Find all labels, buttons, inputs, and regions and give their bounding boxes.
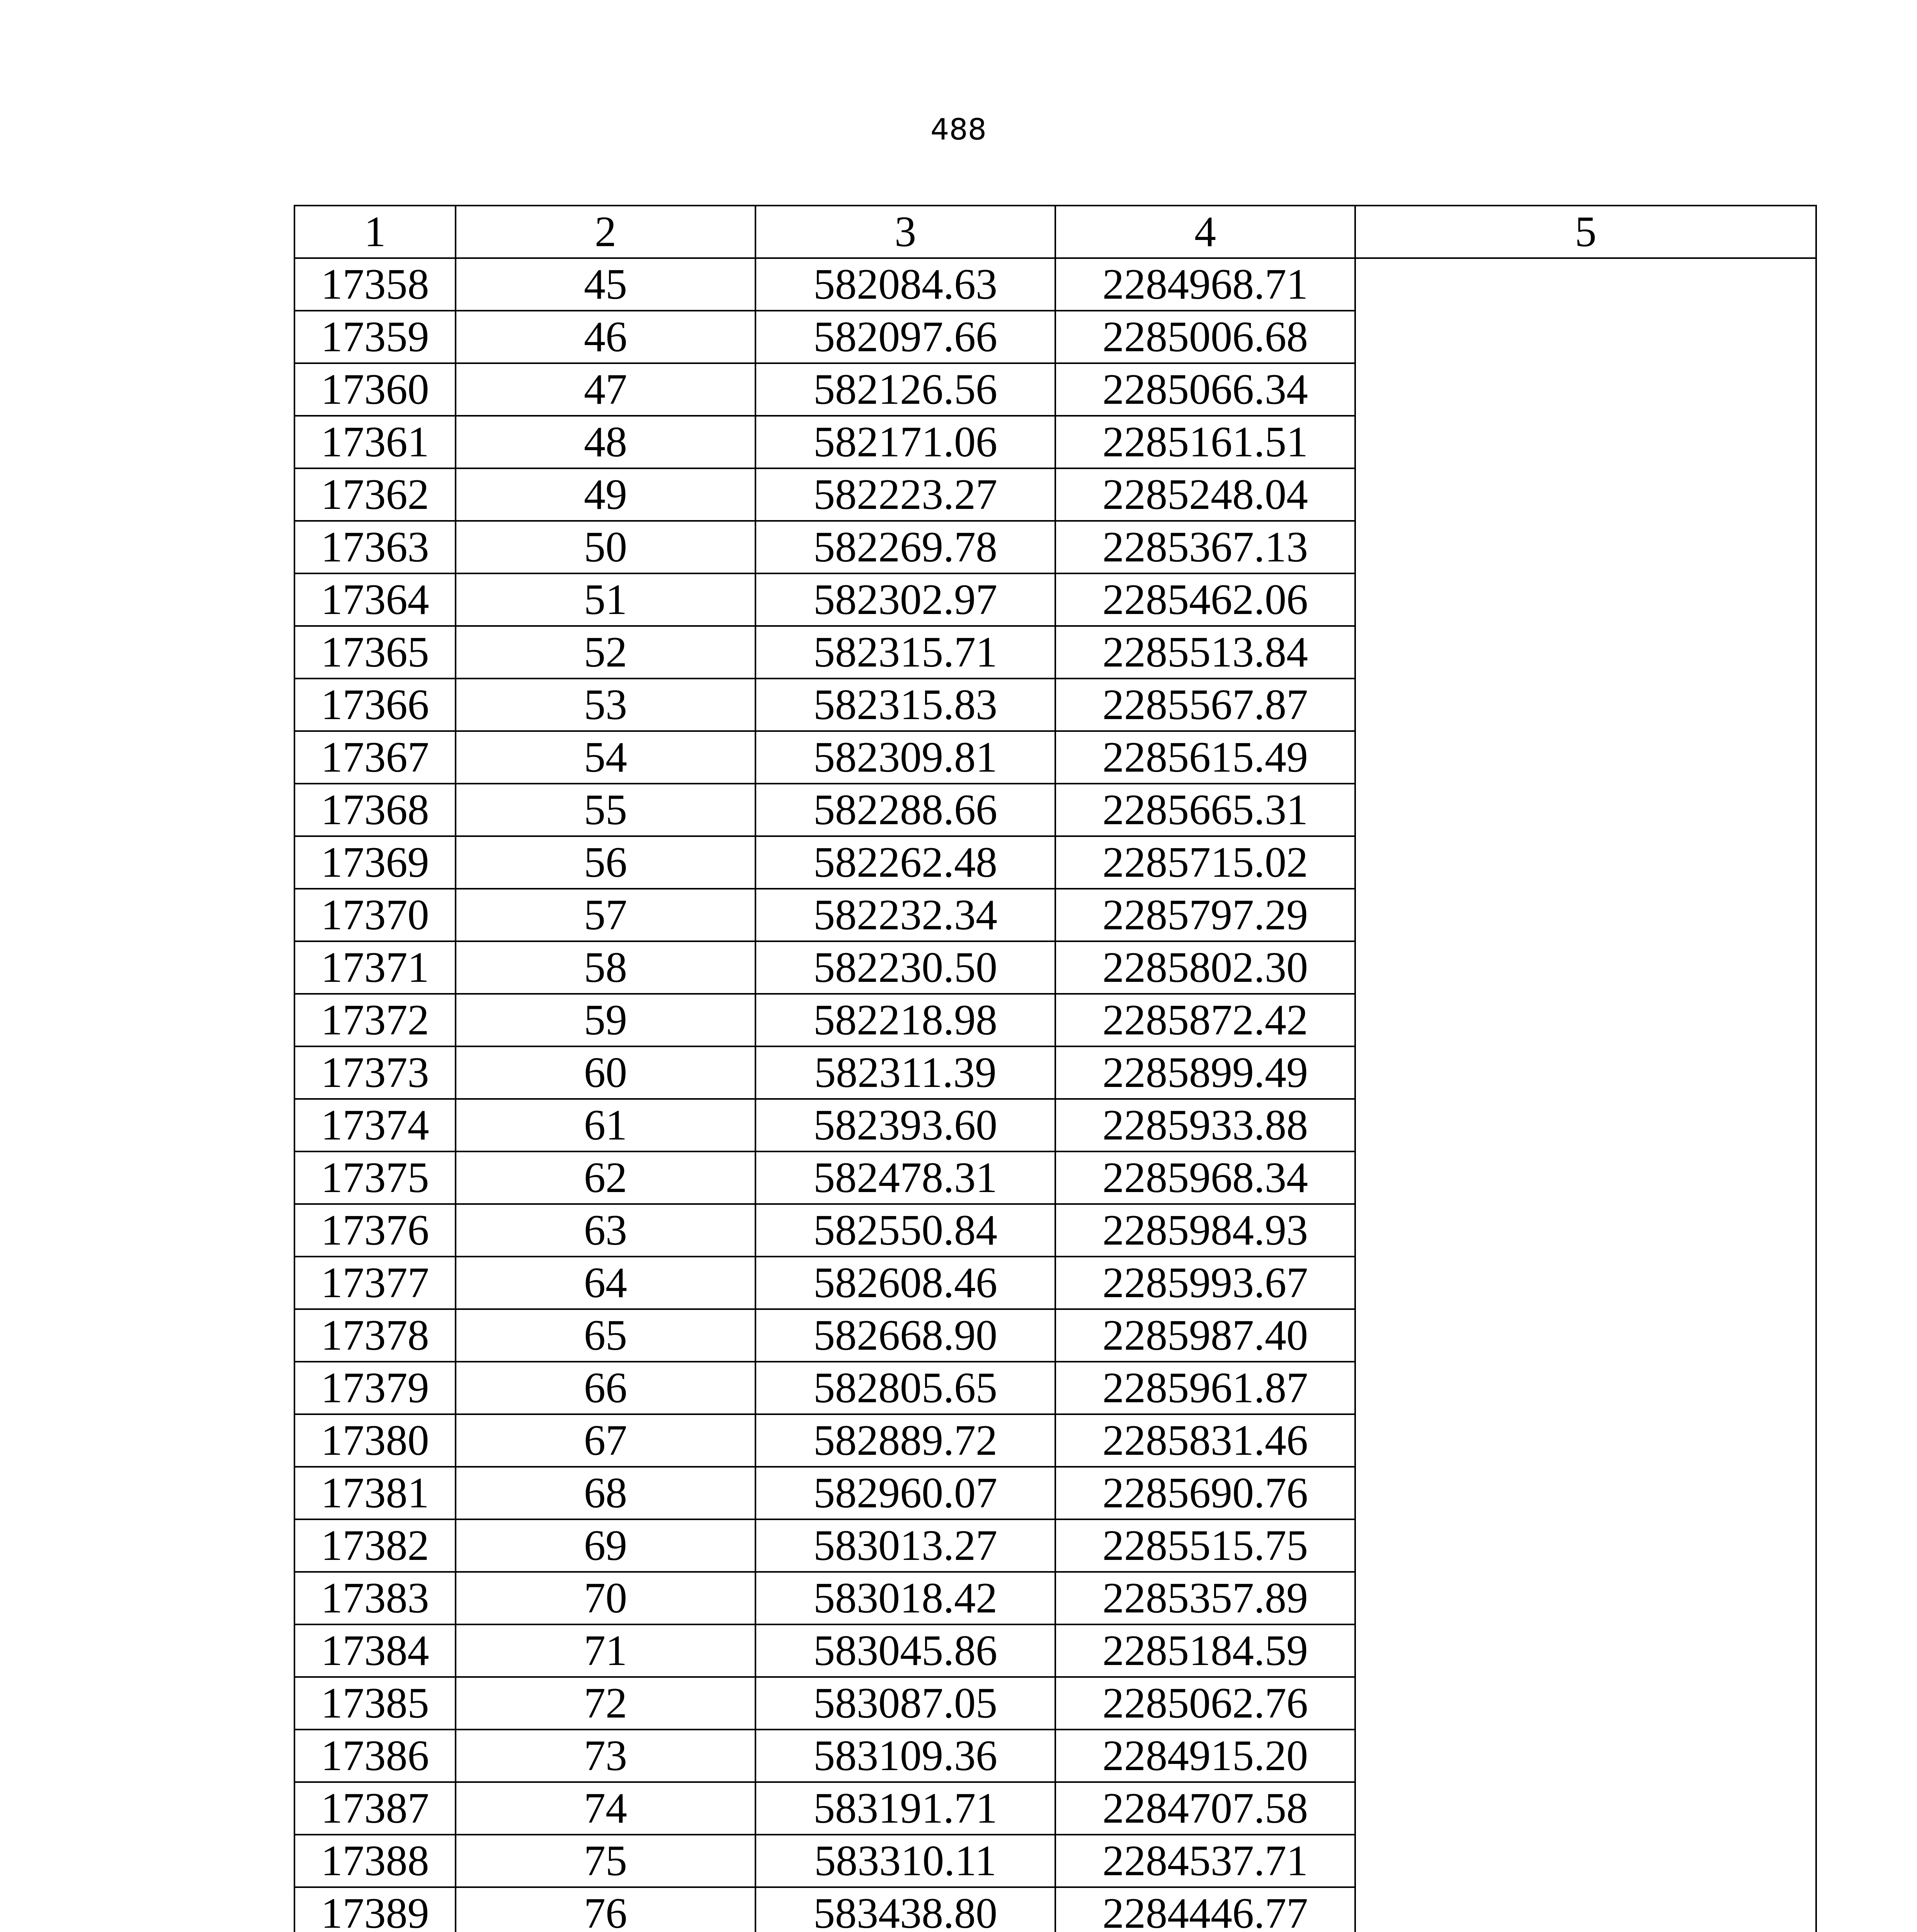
table-cell: 50 (456, 521, 755, 573)
table-cell: 2284915.20 (1055, 1730, 1355, 1782)
table-cell: 582269.78 (755, 521, 1055, 573)
table-cell: 583191.71 (755, 1782, 1055, 1835)
table-cell: 2285665.31 (1055, 784, 1355, 836)
table-cell: 582309.81 (755, 731, 1055, 784)
table-cell: 17365 (294, 626, 456, 679)
table-cell: 2285567.87 (1055, 679, 1355, 731)
table-cell: 55 (456, 784, 755, 836)
table-cell: 582232.34 (755, 889, 1055, 941)
table-cell: 582218.98 (755, 994, 1055, 1046)
table-cell: 582311.39 (755, 1046, 1055, 1099)
coordinates-table (294, 205, 1817, 1932)
table-cell: 17361 (294, 416, 456, 468)
table-cell: 17378 (294, 1309, 456, 1362)
table-header-row (294, 206, 1816, 258)
column-5-cell (1355, 258, 1816, 1932)
table-cell: 2285933.88 (1055, 1099, 1355, 1151)
table-cell: 17389 (294, 1887, 456, 1932)
table-cell: 57 (456, 889, 755, 941)
table-cell: 47 (456, 363, 755, 416)
table-cell: 2285831.46 (1055, 1414, 1355, 1467)
table-cell: 582084.63 (755, 258, 1055, 311)
table-cell: 582097.66 (755, 311, 1055, 363)
table-cell: 17360 (294, 363, 456, 416)
table-cell: 17369 (294, 836, 456, 889)
table-cell: 583013.27 (755, 1519, 1055, 1572)
table-cell: 17375 (294, 1151, 456, 1204)
table-cell: 582608.46 (755, 1257, 1055, 1309)
table-cell: 582668.90 (755, 1309, 1055, 1362)
table-cell: 2285872.42 (1055, 994, 1355, 1046)
table-cell: 17380 (294, 1414, 456, 1467)
table-cell: 17363 (294, 521, 456, 573)
column-header: 3 (755, 206, 1055, 258)
table-cell: 17372 (294, 994, 456, 1046)
table-cell: 60 (456, 1046, 755, 1099)
table-cell: 17385 (294, 1677, 456, 1730)
table-cell: 17384 (294, 1624, 456, 1677)
table-cell: 582889.72 (755, 1414, 1055, 1467)
table-cell: 46 (456, 311, 755, 363)
table-cell: 17368 (294, 784, 456, 836)
table-cell: 582315.83 (755, 679, 1055, 731)
table-cell: 56 (456, 836, 755, 889)
column-header: 2 (456, 206, 755, 258)
table-cell: 2285515.75 (1055, 1519, 1355, 1572)
table-cell: 582126.56 (755, 363, 1055, 416)
table-cell: 17379 (294, 1362, 456, 1414)
table-cell: 17367 (294, 731, 456, 784)
table-cell: 71 (456, 1624, 755, 1677)
table-cell: 582550.84 (755, 1204, 1055, 1257)
table-cell: 2285968.34 (1055, 1151, 1355, 1204)
table-cell: 582230.50 (755, 941, 1055, 994)
table-cell: 2285899.49 (1055, 1046, 1355, 1099)
table-cell: 582288.66 (755, 784, 1055, 836)
table-cell: 583109.36 (755, 1730, 1055, 1782)
table-cell: 2285248.04 (1055, 468, 1355, 521)
table-cell: 52 (456, 626, 755, 679)
table-cell: 53 (456, 679, 755, 731)
table-cell: 17374 (294, 1099, 456, 1151)
table-cell: 582960.07 (755, 1467, 1055, 1519)
table-cell: 17388 (294, 1835, 456, 1887)
table-cell: 17373 (294, 1046, 456, 1099)
table-cell: 2284446.77 (1055, 1887, 1355, 1932)
table-cell: 65 (456, 1309, 755, 1362)
table-cell: 76 (456, 1887, 755, 1932)
table-cell: 2285066.34 (1055, 363, 1355, 416)
table-cell: 2285715.02 (1055, 836, 1355, 889)
table-cell: 2284707.58 (1055, 1782, 1355, 1835)
table-cell: 75 (456, 1835, 755, 1887)
table-cell: 582302.97 (755, 573, 1055, 626)
table-cell: 58 (456, 941, 755, 994)
table-cell: 2284537.71 (1055, 1835, 1355, 1887)
table-cell: 17359 (294, 311, 456, 363)
table-cell: 17366 (294, 679, 456, 731)
table-cell: 583018.42 (755, 1572, 1055, 1624)
table-cell: 2285797.29 (1055, 889, 1355, 941)
table-cell: 51 (456, 573, 755, 626)
table-cell: 2285367.13 (1055, 521, 1355, 573)
table-cell: 72 (456, 1677, 755, 1730)
table-cell: 2285615.49 (1055, 731, 1355, 784)
table-cell: 582315.71 (755, 626, 1055, 679)
table-cell: 74 (456, 1782, 755, 1835)
table-cell: 2285961.87 (1055, 1362, 1355, 1414)
table-cell: 17383 (294, 1572, 456, 1624)
table-cell: 48 (456, 416, 755, 468)
table-cell: 17370 (294, 889, 456, 941)
table-cell: 17376 (294, 1204, 456, 1257)
table-cell: 45 (456, 258, 755, 311)
table-cell: 582478.31 (755, 1151, 1055, 1204)
table-cell: 66 (456, 1362, 755, 1414)
table-cell: 17377 (294, 1257, 456, 1309)
table-row (294, 258, 1816, 311)
table-cell: 583087.05 (755, 1677, 1055, 1730)
table-cell: 64 (456, 1257, 755, 1309)
table-body (294, 258, 1816, 1932)
table-cell: 2285690.76 (1055, 1467, 1355, 1519)
table-cell: 68 (456, 1467, 755, 1519)
table-cell: 2285513.84 (1055, 626, 1355, 679)
table-cell: 583310.11 (755, 1835, 1055, 1887)
column-header: 4 (1055, 206, 1355, 258)
column-header: 1 (294, 206, 456, 258)
table-cell: 17386 (294, 1730, 456, 1782)
table-cell: 2285984.93 (1055, 1204, 1355, 1257)
table-cell: 63 (456, 1204, 755, 1257)
table-cell: 582262.48 (755, 836, 1055, 889)
table-cell: 2285993.67 (1055, 1257, 1355, 1309)
table-cell: 582171.06 (755, 416, 1055, 468)
table-cell: 2285802.30 (1055, 941, 1355, 994)
table-cell: 582223.27 (755, 468, 1055, 521)
table-cell: 69 (456, 1519, 755, 1572)
table-cell: 2285062.76 (1055, 1677, 1355, 1730)
table-cell: 17371 (294, 941, 456, 994)
table-cell: 70 (456, 1572, 755, 1624)
table-cell: 67 (456, 1414, 755, 1467)
table-cell: 2285987.40 (1055, 1309, 1355, 1362)
table-cell: 17364 (294, 573, 456, 626)
table-cell: 62 (456, 1151, 755, 1204)
table-cell: 17387 (294, 1782, 456, 1835)
table-cell: 17381 (294, 1467, 456, 1519)
page-number: 488 (930, 112, 987, 146)
table-cell: 54 (456, 731, 755, 784)
table-cell: 582393.60 (755, 1099, 1055, 1151)
table-cell: 2285462.06 (1055, 573, 1355, 626)
table-cell: 17358 (294, 258, 456, 311)
table-cell: 61 (456, 1099, 755, 1151)
table-cell: 582805.65 (755, 1362, 1055, 1414)
table-cell: 59 (456, 994, 755, 1046)
table-cell: 583438.80 (755, 1887, 1055, 1932)
table-cell: 73 (456, 1730, 755, 1782)
table-cell: 2285184.59 (1055, 1624, 1355, 1677)
table-cell: 2285006.68 (1055, 311, 1355, 363)
table-cell: 49 (456, 468, 755, 521)
table-cell: 2285161.51 (1055, 416, 1355, 468)
table-cell: 17362 (294, 468, 456, 521)
column-header: 5 (1355, 206, 1816, 258)
table-cell: 2284968.71 (1055, 258, 1355, 311)
table-cell: 17382 (294, 1519, 456, 1572)
table-cell: 583045.86 (755, 1624, 1055, 1677)
table-cell: 2285357.89 (1055, 1572, 1355, 1624)
